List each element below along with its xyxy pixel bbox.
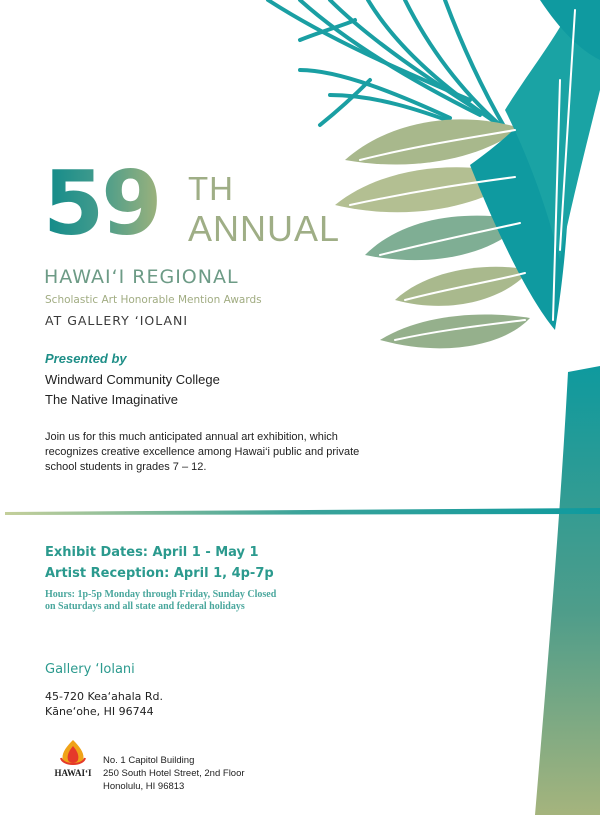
- sponsor-address-line: 250 South Hotel Street, 2nd Floor: [103, 768, 245, 779]
- venue-address-line: 45-720 Kea‘ahala Rd.: [45, 690, 163, 703]
- venue-address-line: Kāne‘ohe, HI 96744: [45, 705, 154, 718]
- region-title: HAWAI‘I REGIONAL: [44, 266, 239, 288]
- location-line: AT GALLERY ‘IOLANI: [45, 313, 189, 328]
- presented-by-label: Presented by: [45, 351, 127, 366]
- edition-number: 59: [43, 152, 160, 255]
- decorative-band: [5, 508, 600, 515]
- awards-subtitle: Scholastic Art Honorable Mention Awards: [45, 294, 262, 306]
- sponsor-address-line: Honolulu, HI 96813: [103, 781, 185, 792]
- gallery-hours: Hours: 1p-5p Monday through Friday, Sunday Closed on Saturdays and all state and federal holidays: [45, 589, 277, 612]
- logo-word: HAWAI‘I: [54, 768, 92, 778]
- venue-name: Gallery ‘Iolani: [45, 662, 135, 677]
- upper-frond: [268, 0, 505, 128]
- exhibit-dates: Exhibit Dates: April 1 - May 1: [45, 545, 259, 560]
- edition-word: ANNUAL: [188, 208, 341, 249]
- foundation-logo: [47, 738, 99, 798]
- presenter-name: The Native Imaginative: [45, 392, 178, 407]
- flame-icon: [47, 738, 99, 768]
- reception-time: Artist Reception: April 1, 4p-7p: [45, 566, 274, 581]
- presenter-name: Windward Community College: [45, 372, 220, 387]
- intro-paragraph: Join us for this much anticipated annual art exhibition, which recognizes creative excellence among Hawai‘i public and private school students in grades 7 – 12.: [45, 431, 360, 473]
- sponsor-address-line: No. 1 Capitol Building: [103, 755, 195, 766]
- edition-suffix: TH: [188, 170, 234, 207]
- palm-trunk: [535, 366, 600, 815]
